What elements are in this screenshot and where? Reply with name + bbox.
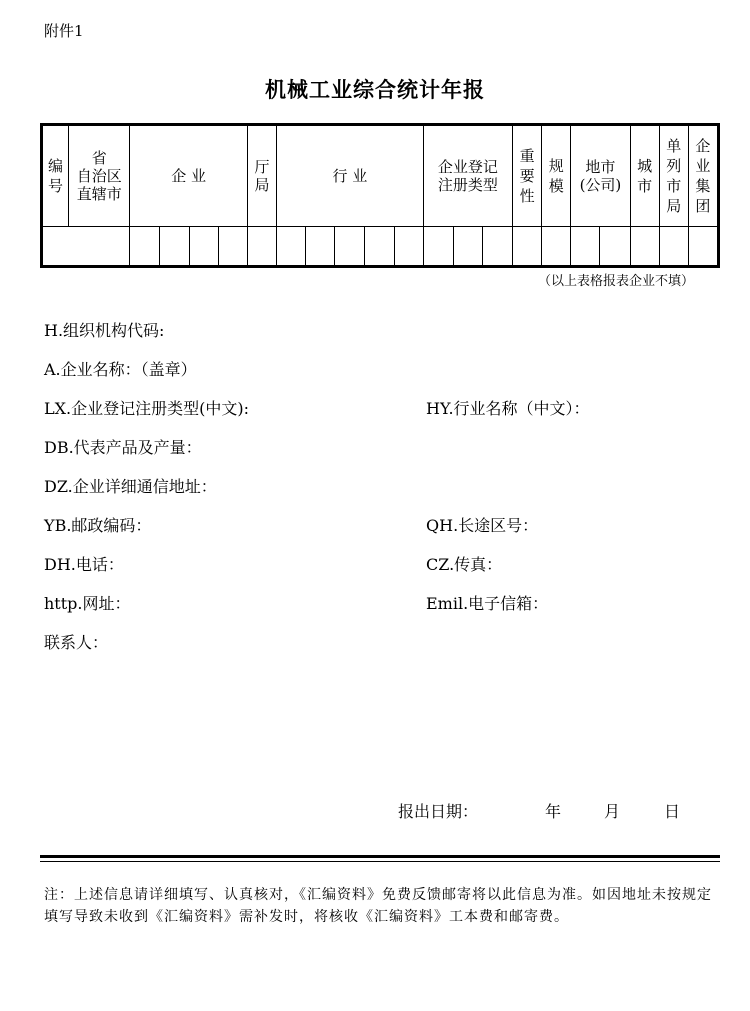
grid-cell[interactable] [453,227,482,267]
table-note: （以上表格报表企业不填） [537,274,694,289]
grid-cell[interactable] [394,227,423,267]
industry-name-field[interactable]: HY.行业名称（中文）： [426,399,590,418]
phone-field[interactable]: DH.电话： [44,555,124,574]
header-separate-city: 单列市局 [659,125,688,227]
header-province: 省 自治区 直辖市 [69,125,130,227]
form-title: 机械工业综合统计年报 [265,77,485,102]
grid-cell[interactable] [159,227,189,267]
postcode-field[interactable]: YB.邮政编码： [44,516,152,535]
email-field[interactable]: Emil.电子信箱： [426,594,549,613]
grid-cell[interactable] [482,227,512,267]
divider-thin [40,861,720,862]
date-day[interactable]: 日 [664,802,681,821]
grid-cell[interactable] [42,227,130,267]
header-reg-type: 企业登记 注册类型 [423,125,512,227]
grid-cell[interactable] [513,227,542,267]
company-name-field[interactable]: A.企业名称：（盖章） [44,360,197,379]
report-date-label: 报出日期： [398,802,479,821]
grid-cell[interactable] [306,227,335,267]
grid-cell[interactable] [571,227,600,267]
products-field[interactable]: DB.代表产品及产量： [44,438,202,457]
grid-cell[interactable] [335,227,365,267]
date-year[interactable]: 年 [545,802,562,821]
date-month[interactable]: 月 [604,802,621,821]
code-grid-table [40,123,720,268]
contact-field[interactable]: 联系人： [44,633,109,652]
header-enterprise: 企 业 [130,125,248,227]
divider-thick [40,855,720,858]
fax-field[interactable]: CZ.传真： [426,555,503,574]
website-field[interactable]: http.网址： [44,594,131,613]
grid-cell[interactable] [659,227,688,267]
grid-cell[interactable] [630,227,659,267]
header-industry: 行 业 [277,125,424,227]
address-field[interactable]: DZ.企业详细通信地址： [44,477,217,496]
grid-cell[interactable] [365,227,394,267]
attachment-label: 附件1 [44,22,84,40]
reg-type-field[interactable]: LX.企业登记注册类型(中文): [44,399,249,418]
grid-cell[interactable] [247,227,276,267]
header-number: 编号 [42,125,69,227]
area-code-field[interactable]: QH.长途区号： [426,516,539,535]
grid-cell[interactable] [423,227,453,267]
header-city: 城市 [630,125,659,227]
header-importance: 重要性 [513,125,542,227]
grid-cell[interactable] [277,227,306,267]
grid-cell[interactable] [218,227,247,267]
grid-cell[interactable] [688,227,718,267]
header-scale: 规模 [542,125,571,227]
grid-cell[interactable] [600,227,630,267]
header-group: 企业集团 [688,125,718,227]
grid-cell[interactable] [189,227,218,267]
footer-note: 注：上述信息请详细填写、认真核对，《汇编资料》免费反馈邮寄将以此信息为准。如因地址未按规定填写导致未收到《汇编资料》需补发时，将核收《汇编资料》工本费和邮寄费。 [44,887,712,925]
header-bureau: 厅 局 [247,125,276,227]
header-prefecture: 地市 (公司) [571,125,630,227]
grid-cell[interactable] [542,227,571,267]
org-code-field[interactable]: H.组织机构代码: [44,321,165,340]
grid-cell[interactable] [130,227,159,267]
